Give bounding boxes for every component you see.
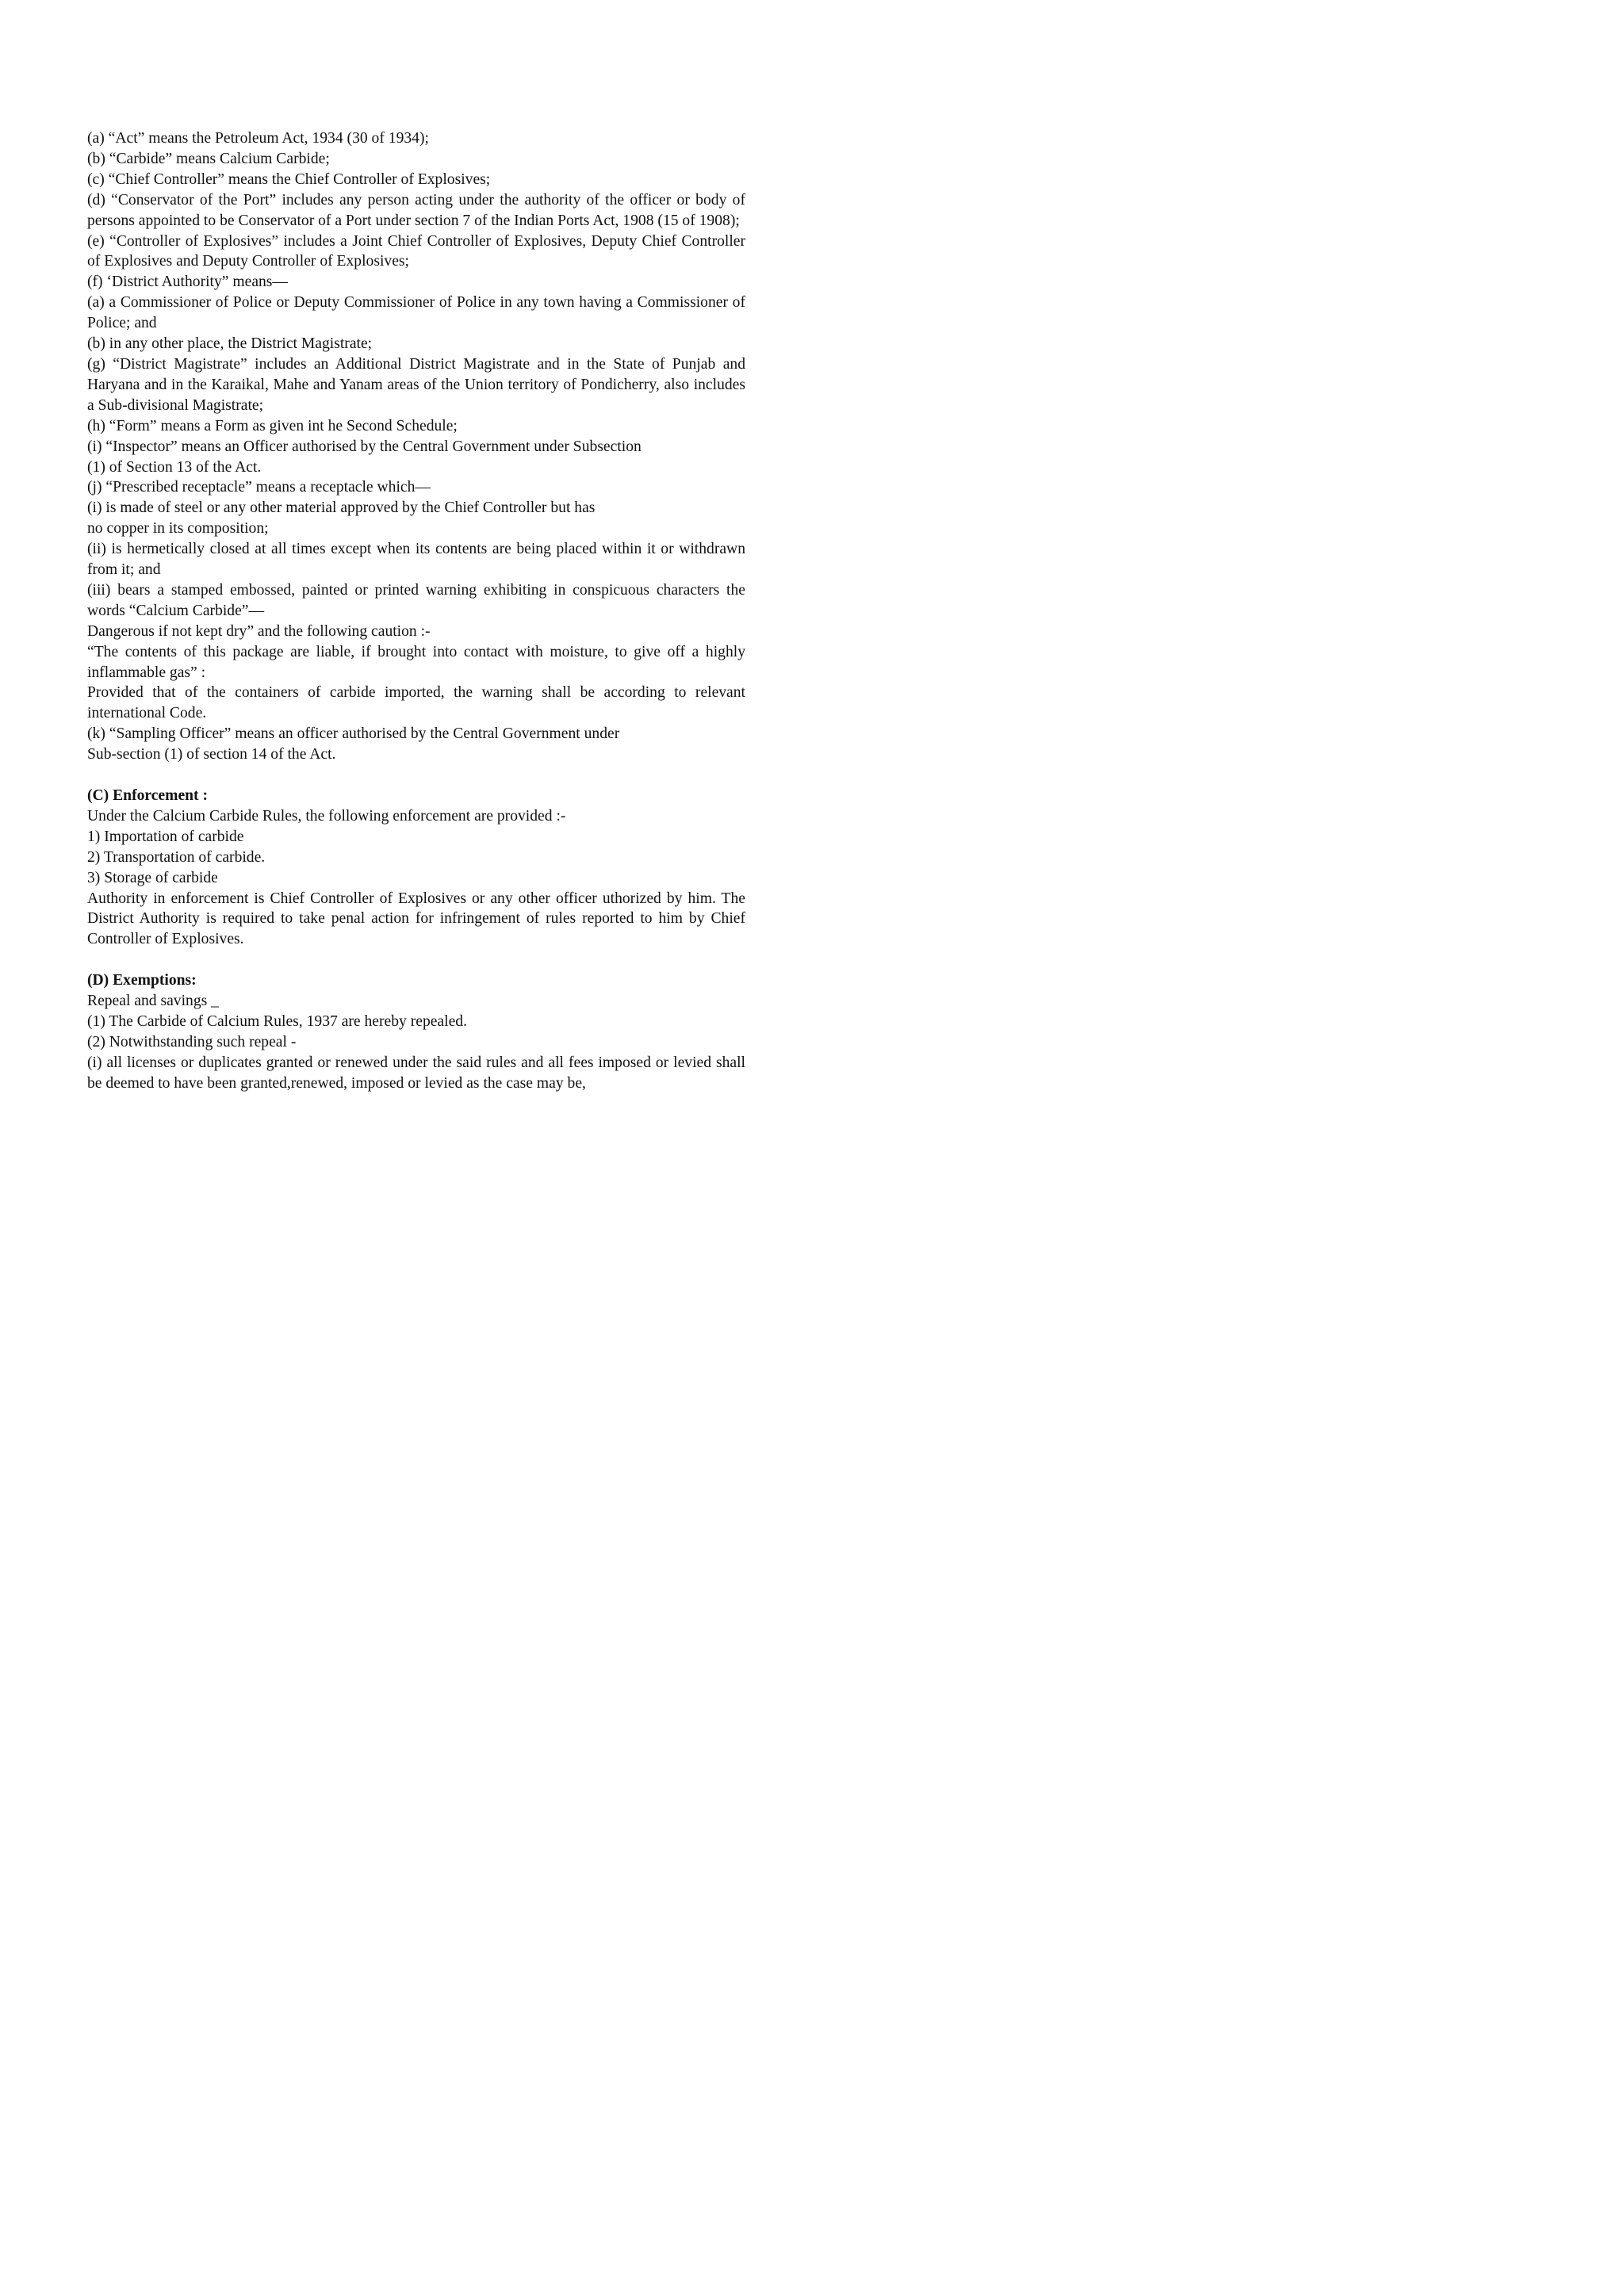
definition-a: (a) “Act” means the Petroleum Act, 1934 (30 of 1934); <box>87 130 429 147</box>
exemptions-subheading: Repeal and savings _ <box>87 993 219 1010</box>
definition-g: (g) “District Magistrate” includes an Additional District Magistrate and in the State of Punjab and Haryana and in the Karaikal, Mahe and Yanam areas of the Union territory of Pondicherry, also includes a Sub-divisional Magistrate; <box>87 355 745 414</box>
section-spacer <box>87 765 745 786</box>
enforcement-item: 1) Importation of carbide <box>87 828 244 845</box>
definition-h: (h) “Form” means a Form as given int he Second Schedule; <box>87 417 458 434</box>
definition-j-iii-continuation: Dangerous if not kept dry” and the following caution :- <box>87 622 431 640</box>
definition-e: (e) “Controller of Explosives” includes a Joint Chief Controller of Explosives, Deputy Chief Controller of Explosives and Deputy Controller of Explosives; <box>87 232 745 270</box>
proviso-text: Provided that of the containers of carbide imported, the warning shall be according to relevant international Code. <box>87 684 745 722</box>
definition-j-ii: (ii) is hermetically closed at all times except when its contents are being placed within it or withdrawn from it; and <box>87 541 745 579</box>
definition-c: (c) “Chief Controller” means the Chief Controller of Explosives; <box>87 170 491 188</box>
enforcement-authority: Authority in enforcement is Chief Controller of Explosives or any other officer uthorized by him. The District Authority is required to take penal action for infringement of rules reported to him by Chief Controller of Explosives. <box>87 890 745 948</box>
exemptions-item-1: (1) The Carbide of Calcium Rules, 1937 are hereby repealed. <box>87 1012 467 1030</box>
exemptions-heading: (D) Exemptions: <box>87 972 197 989</box>
definition-d: (d) “Conservator of the Port” includes any person acting under the authority of the officer or body of persons appointed to be Conservator of a Port under section 7 of the Indian Ports Act, 1908 (15 of 1908); <box>87 191 745 229</box>
definition-i-line1: (i) “Inspector” means an Officer authorised by the Central Government under Subsection <box>87 438 642 455</box>
enforcement-item: 3) Storage of carbide <box>87 869 218 886</box>
exemptions-item-2: (2) Notwithstanding such repeal - <box>87 1033 297 1050</box>
definition-f-b: (b) in any other place, the District Magistrate; <box>87 335 373 353</box>
exemptions-item-2-i: (i) all licenses or duplicates granted or renewed under the said rules and all fees imposed or levied shall be deemed to have been granted,renewed, imposed or levied as the case may be, <box>87 1054 745 1092</box>
section-spacer <box>87 950 745 970</box>
definition-j: (j) “Prescribed receptacle” means a receptacle which— <box>87 479 431 496</box>
definition-j-iii: (iii) bears a stamped embossed, painted or printed warning exhibiting in conspicuous characters the words “Calcium Carbide”— <box>87 581 745 619</box>
definition-b: (b) “Carbide” means Calcium Carbide; <box>87 150 330 167</box>
definition-i-line2: (1) of Section 13 of the Act. <box>87 458 262 476</box>
definition-j-i-line2: no copper in its composition; <box>87 520 269 538</box>
definition-j-i-line1: (i) is made of steel or any other material approved by the Chief Controller but has <box>87 499 596 517</box>
definition-k-line1: (k) “Sampling Officer” means an officer authorised by the Central Government under <box>87 725 620 743</box>
enforcement-heading: (C) Enforcement : <box>87 786 208 804</box>
definition-k-line2: Sub-section (1) of section 14 of the Act. <box>87 746 336 763</box>
enforcement-item: 2) Transportation of carbide. <box>87 848 266 866</box>
caution-text: “The contents of this package are liable, if brought into contact with moisture, to give off a highly inflammable gas” : <box>87 643 745 681</box>
document-page <box>87 128 745 1094</box>
definition-f: (f) ‘District Authority” means— <box>87 274 289 291</box>
enforcement-intro: Under the Calcium Carbide Rules, the following enforcement are provided :- <box>87 807 566 825</box>
definition-f-a: (a) a Commissioner of Police or Deputy Commissioner of Police in any town having a Commissioner of Police; and <box>87 294 745 332</box>
